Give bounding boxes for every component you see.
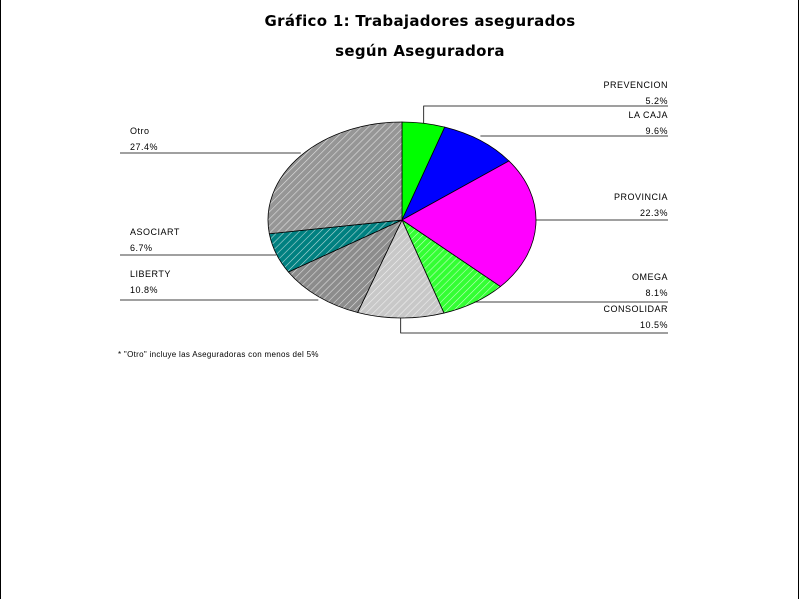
slice-label: LA CAJA [628, 110, 668, 120]
slice-label: ASOCIART [130, 227, 180, 237]
slice-percentage: 5.2% [645, 96, 668, 106]
pie-slices [268, 122, 536, 318]
slice-percentage: 10.5% [639, 320, 668, 330]
slice-label: OMEGA [631, 272, 668, 282]
slice-label: Otro [130, 126, 150, 136]
slice-percentage: 10.8% [130, 285, 159, 295]
slice-label: LIBERTY [130, 269, 171, 279]
footnote: * "Otro" incluye las Aseguradoras con menos del 5% [118, 350, 319, 359]
slice-percentage: 6.7% [130, 243, 153, 253]
chart-title-line-1: Gráfico 1: Trabajadores asegurados [264, 12, 576, 30]
slice-percentage: 27.4% [130, 142, 159, 152]
slice-label: PREVENCION [603, 80, 668, 90]
slice-percentage: 8.1% [645, 288, 668, 298]
slice-percentage: 22.3% [639, 208, 668, 218]
slice-label: CONSOLIDAR [603, 304, 668, 314]
chart-title-line-2: según Aseguradora [335, 42, 505, 60]
slice-percentage: 9.6% [645, 126, 668, 136]
leader-line [401, 318, 668, 333]
slice-label: PROVINCIA [613, 192, 668, 202]
slice-otro [268, 122, 402, 234]
